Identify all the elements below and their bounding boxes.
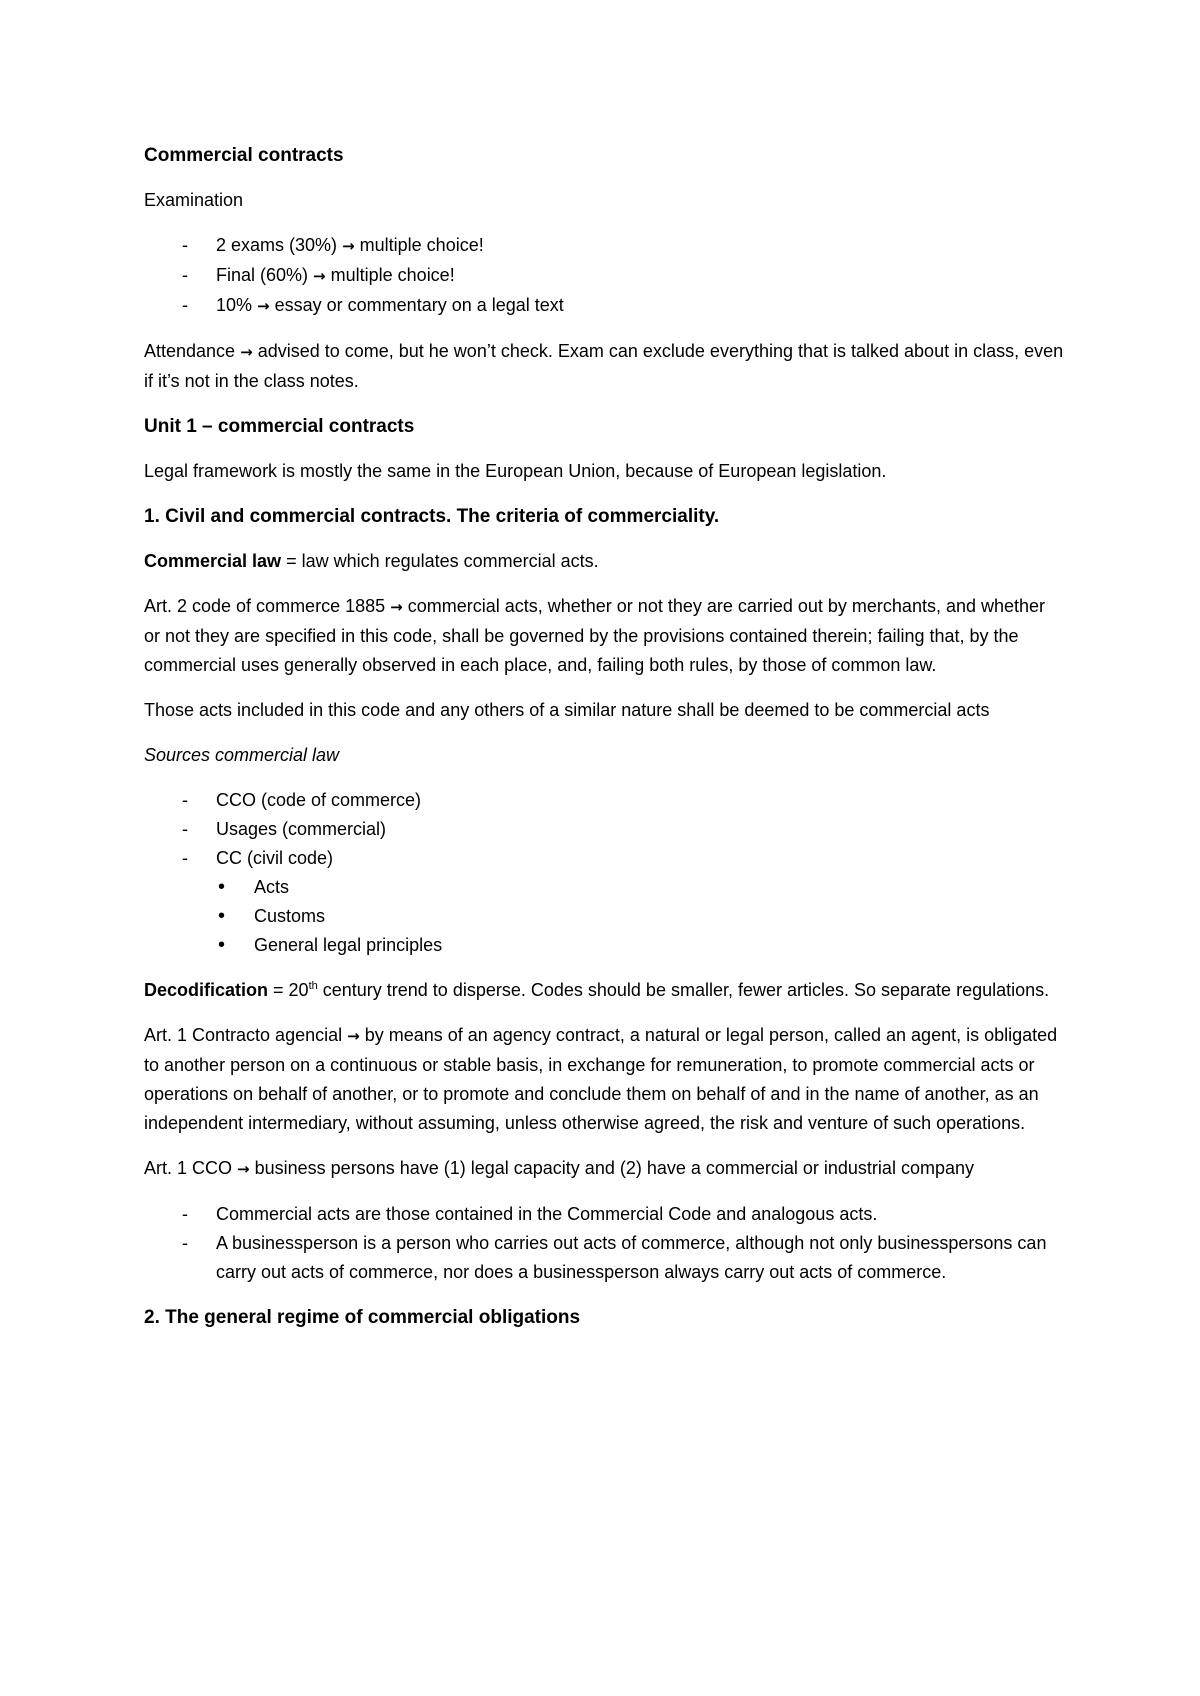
decodification-paragraph: Decodification = 20th century trend to disperse. Codes should be smaller, fewer articles. So separate regulations. xyxy=(144,980,1050,1000)
those-acts-paragraph: Those acts included in this code and any others of a similar nature shall be deemed to be commercial acts xyxy=(144,700,990,720)
section-heading-1: 1. Civil and commercial contracts. The criteria of commerciality. xyxy=(144,506,720,527)
term: Commercial law xyxy=(144,551,282,571)
arrow-icon: → xyxy=(240,343,253,361)
arrow-icon: → xyxy=(342,237,355,255)
arrow-icon: → xyxy=(257,297,270,315)
unit-heading: Unit 1 – commercial contracts xyxy=(144,416,415,437)
list-item: - 10% → essay or commentary on a legal text xyxy=(144,291,1064,321)
arrow-icon: → xyxy=(313,267,326,285)
list-item: - A businessperson is a person who carries out acts of commerce, although not only businesspersons can carry out acts of commerce, nor does a businessperson always carry out acts of commerce. xyxy=(144,1229,1064,1287)
sources-list xyxy=(144,786,1064,873)
attendance-paragraph: Attendance → advised to come, but he won’t check. Exam can exclude everything that is talked about in class, even if it’s not in the class notes. xyxy=(144,341,1064,391)
section-heading-2: 2. The general regime of commercial obligations xyxy=(144,1307,581,1328)
arrow-icon: → xyxy=(390,598,403,616)
art1-agency-paragraph: Art. 1 Contracto agencial → by means of an agency contract, a natural or legal person, called an agent, is obligated to another person on a continuous or stable basis, in exchange for remuneration, to promote commercial acts or operations on behalf of another, or to promote and conclude them on behalf of and in the name of another, as an independent intermediary, without assuming, unless otherwise agreed, the risk and venture of such operations. xyxy=(144,1025,1058,1133)
list-item: - Commercial acts are those contained in the Commercial Code and analogous acts. xyxy=(144,1200,1064,1229)
list-item: - Usages (commercial) xyxy=(144,815,1064,844)
art2-paragraph: Art. 2 code of commerce 1885 → commercial acts, whether or not they are carried out by merchants, and whether or not they are specified in this code, shall be governed by the provisions contained therein; failing that, by the commercial uses generally observed in each place, and, failing both rules, by those of common law. xyxy=(144,596,1046,675)
list-item: - 2 exams (30%) → multiple choice! xyxy=(144,231,1064,261)
list-item: - CCO (code of commerce) xyxy=(144,786,1064,815)
unit-intro: Legal framework is mostly the same in the European Union, because of European legislation. xyxy=(144,461,887,481)
term: Decodification xyxy=(144,980,269,1000)
arrow-icon: → xyxy=(347,1027,360,1045)
list-item: • General legal principles xyxy=(144,931,1064,960)
document-title: Commercial contracts xyxy=(144,145,344,166)
sources-heading: Sources commercial law xyxy=(144,745,340,765)
list-item: - CC (civil code) xyxy=(144,844,1064,873)
arrow-icon: → xyxy=(237,1160,250,1178)
list-item: - Final (60%) → multiple choice! xyxy=(144,261,1064,291)
cc-sublist xyxy=(144,873,1064,960)
cco-list xyxy=(144,1200,1064,1287)
commercial-law-definition: Commercial law = law which regulates commercial acts. xyxy=(144,551,599,571)
examination-heading: Examination xyxy=(144,190,244,210)
examination-list xyxy=(144,231,1064,321)
list-item: • Customs xyxy=(144,902,1064,931)
list-item: • Acts xyxy=(144,873,1064,902)
document-body xyxy=(144,141,1064,1348)
art1-cco-paragraph: Art. 1 CCO → business persons have (1) legal capacity and (2) have a commercial or industrial company xyxy=(144,1158,974,1178)
